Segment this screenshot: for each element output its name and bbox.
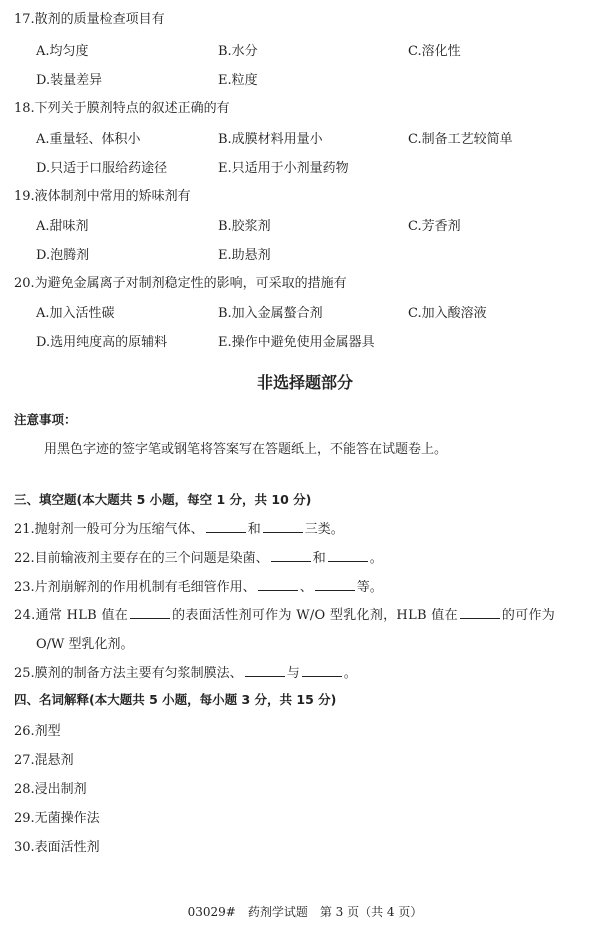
option: E.只适用于小剂量药物 (218, 161, 349, 176)
option: B.胶浆剂 (218, 219, 271, 234)
option: C.溶化性 (408, 44, 461, 59)
term-item: 26.剂型 (14, 724, 61, 739)
answer-blank[interactable] (271, 549, 311, 562)
option: A.重量轻、体积小 (36, 132, 141, 147)
fill-question-25: 25.膜剂的制备方法主要有匀浆制膜法、 与 。 (14, 666, 357, 681)
answer-blank[interactable] (130, 606, 170, 619)
page-footer: 03029# 药剂学试题 第 3 页（共 4 页） (187, 905, 423, 919)
option: D.选用纯度高的原辅料 (36, 335, 168, 350)
notice-text: 用黑色字迹的签字笔或钢笔将答案写在答题纸上，不能答在试题卷上。 (44, 442, 448, 457)
term-item: 27.混悬剂 (14, 753, 74, 768)
answer-blank[interactable] (263, 520, 303, 533)
option: D.泡腾剂 (36, 248, 90, 263)
part-title: 非选择题部分 (256, 373, 353, 392)
option: D.装量差异 (36, 73, 103, 88)
option: A.甜味剂 (36, 219, 89, 234)
answer-blank[interactable] (258, 578, 298, 591)
option: C.芳香剂 (408, 219, 461, 234)
option: C.制备工艺较简单 (408, 132, 513, 147)
option: D.只适于口服给药途径 (36, 161, 168, 176)
question-19-stem: 19.液体制剂中常用的矫味剂有 (14, 189, 191, 204)
question-17-stem: 17.散剂的质量检查项目有 (14, 12, 165, 27)
fill-question-22: 22.目前输液剂主要存在的三个问题是染菌、 和 。 (14, 551, 383, 566)
option: A.加入活性碳 (36, 306, 115, 321)
option: C.加入酸溶液 (408, 306, 487, 321)
question-18-stem: 18.下列关于膜剂特点的叙述正确的有 (14, 101, 230, 116)
fill-question-21: 21.抛射剂一般可分为压缩气体、 和 三类。 (14, 522, 344, 537)
answer-blank[interactable] (328, 549, 368, 562)
term-item: 29.无菌操作法 (14, 811, 100, 826)
term-item: 28.浸出制剂 (14, 782, 87, 797)
option: E.操作中避免使用金属器具 (218, 335, 375, 350)
answer-blank[interactable] (460, 606, 500, 619)
answer-blank[interactable] (302, 664, 342, 677)
answer-blank[interactable] (206, 520, 246, 533)
answer-blank[interactable] (315, 578, 355, 591)
section-4-heading: 四、名词解释(本大题共 5 小题，每小题 3 分，共 15 分) (14, 692, 337, 707)
option: B.成膜材料用量小 (218, 132, 323, 147)
section-3-heading: 三、填空题(本大题共 5 小题，每空 1 分，共 10 分) (14, 492, 312, 507)
fill-question-24: 24.通常 HLB 值在 的表面活性剂可作为 W/O 型乳化剂，HLB 值在 的可作为 (14, 608, 556, 623)
option: E.助悬剂 (218, 248, 271, 263)
option: B.加入金属螯合剂 (218, 306, 323, 321)
fill-question-24-continued: O/W 型乳化剂。 (36, 637, 134, 652)
notice-label: 注意事项： (14, 412, 77, 427)
answer-blank[interactable] (245, 664, 285, 677)
question-20-stem: 20.为避免金属离子对制剂稳定性的影响，可采取的措施有 (14, 276, 347, 291)
option: E.粒度 (218, 73, 258, 88)
term-item: 30.表面活性剂 (14, 840, 100, 855)
fill-question-23: 23.片剂崩解剂的作用机制有毛细管作用、 、 等。 (14, 580, 383, 595)
option: B.水分 (218, 44, 258, 59)
option: A.均匀度 (36, 44, 89, 59)
